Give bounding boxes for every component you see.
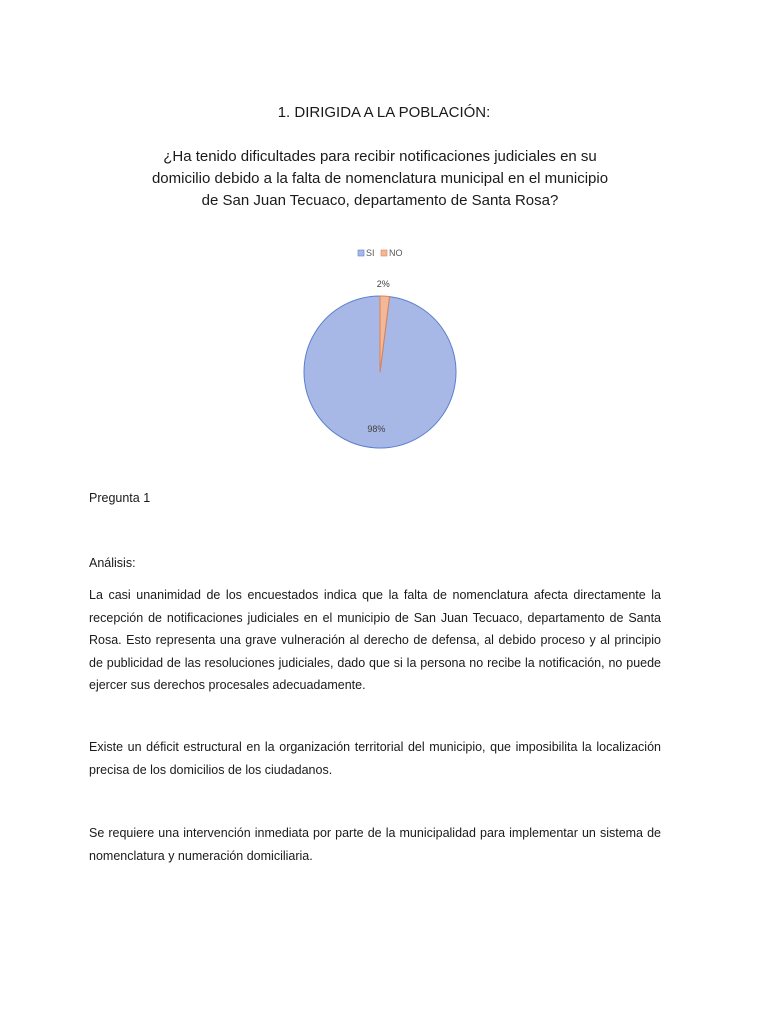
analysis-paragraph-2: Existe un déficit estructural en la organización territorial del municipio, que imposibilita la localización precisa de los domicilios de los ciudadanos.: [89, 740, 661, 777]
legend-swatch-no: [381, 250, 387, 256]
survey-question: ¿Ha tenido dificultades para recibir notificaciones judiciales en su domicilio debido a la falta de nomenclatura municipal en el municipio de San Juan Tecuaco, departamento de Santa Rosa?: [151, 148, 609, 209]
chart-legend: [358, 248, 403, 258]
data-label-no: 2%: [376, 279, 390, 290]
analysis-paragraph-3: Se requiere una intervención inmediata por parte de la municipalidad para implementar un sistema de nomenclatura y numeración domiciliaria.: [89, 826, 661, 863]
page-title: 1. DIRIGIDA A LA POBLACIÓN:: [277, 104, 491, 121]
analysis-heading: Análisis:: [89, 556, 136, 570]
question-number-label: Pregunta 1: [89, 491, 151, 505]
legend-label-no: NO: [389, 248, 403, 258]
analysis-paragraph-1: La casi unanimidad de los encuestados indica que la falta de nomenclatura afecta directamente la recepción de notificaciones judiciales en el municipio de San Juan Tecuaco, departamento de Santa Rosa. Esto representa una grave vulneración al derecho de defensa, al debido proceso y al principio de publicidad de las resoluciones judiciales, dado que si la persona no recibe la notificación, no puede ejercer sus derechos procesales adecuadamente.: [89, 588, 661, 692]
legend-swatch-si: [358, 250, 364, 256]
data-label-si: 98%: [367, 423, 386, 434]
legend-label-si: SI: [366, 248, 375, 258]
pie-chart-svg: [284, 244, 484, 459]
pie-chart: [284, 244, 484, 459]
